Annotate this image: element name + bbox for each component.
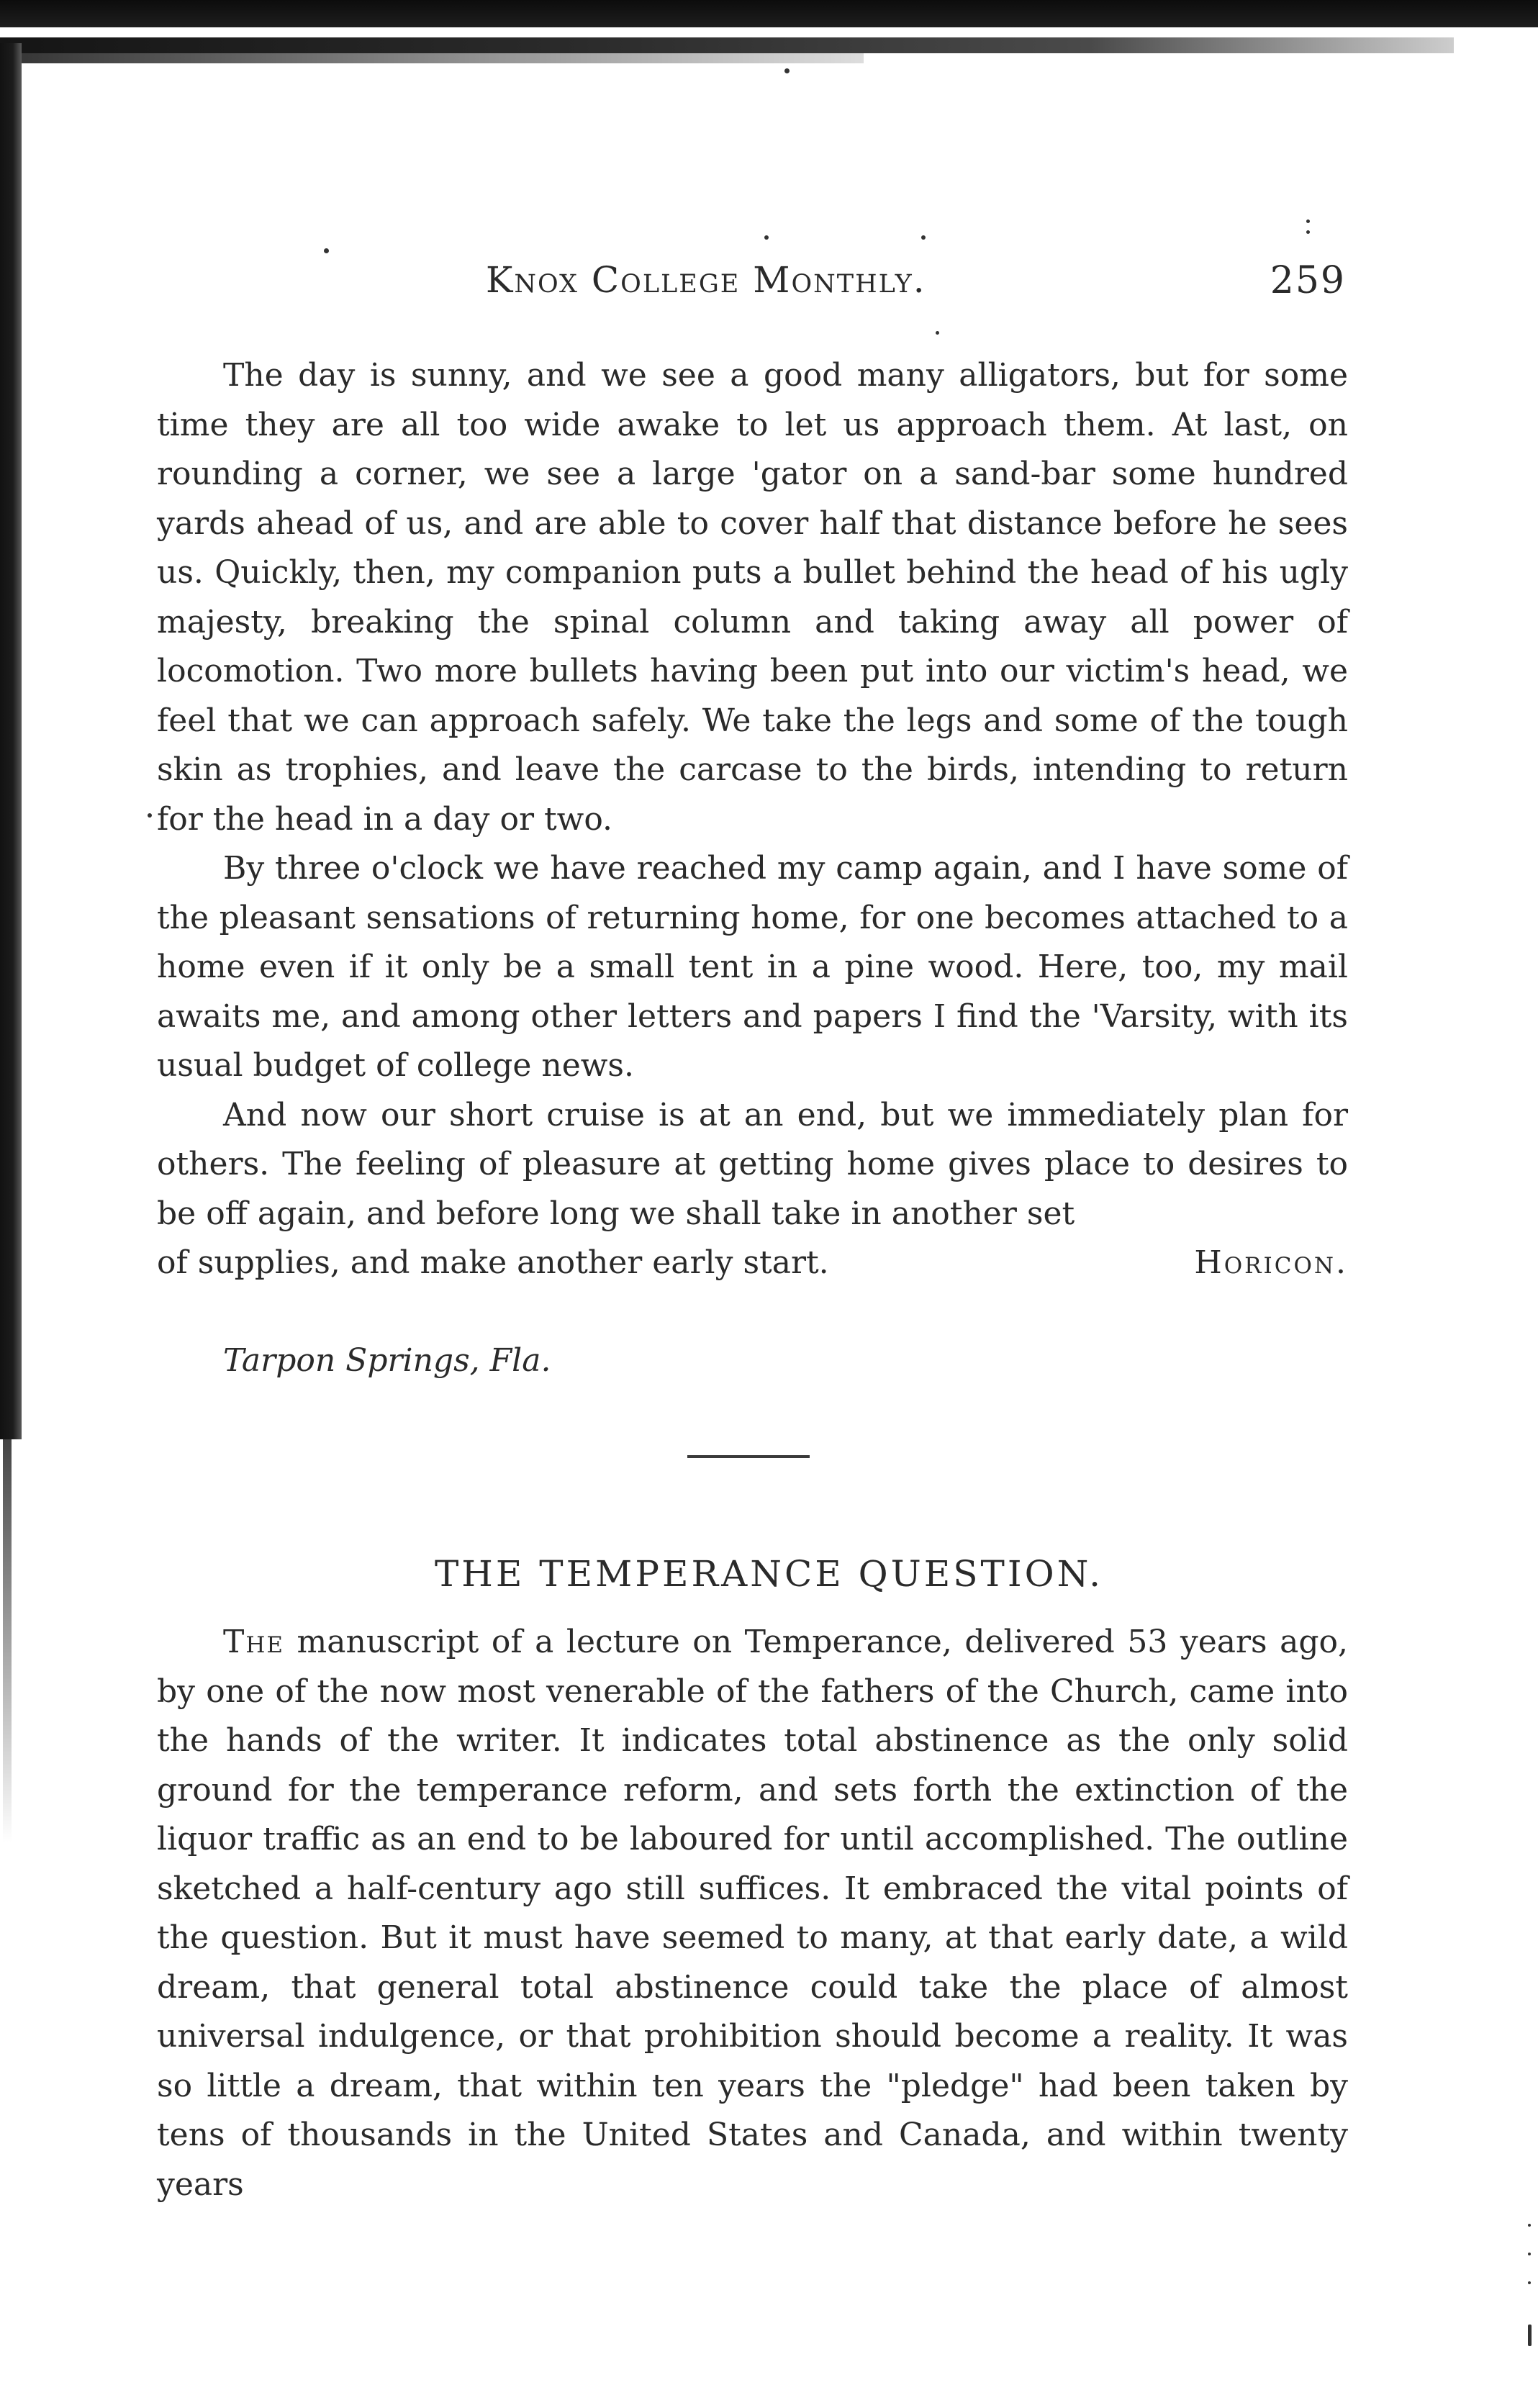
- closing-line: [157, 1239, 1348, 1288]
- scan-speck: [921, 235, 926, 240]
- author-signature: Horicon.: [1194, 1244, 1348, 1281]
- closing-text: of supplies, and make another early start.: [157, 1244, 829, 1281]
- scan-speck: [1306, 230, 1310, 234]
- article-title: THE TEMPERANCE QUESTION.: [434, 1553, 1104, 1595]
- article-temperance: [157, 1618, 1348, 2209]
- opening-word: The: [223, 1624, 285, 1660]
- scan-speck: [1306, 219, 1310, 223]
- scan-speck: [764, 235, 769, 240]
- scan-top-gap: [0, 27, 1538, 37]
- paragraph: By three o'clock we have reached my camp again, and I have some of the pleasant sensations of returning home, for one becomes attached to a home even if it only be a small tent in a pine wood. Here, too, my mail awaits me, and among other letters and papers I find the 'Varsity, with its usual budget of college news.: [157, 850, 1348, 1084]
- paragraph-text: manuscript of a lecture on Temperance, delivered 53 years ago, by one of the now most venerable of the fathers of the Church, came into the hands of the writer. It indicates total abstinence as the only solid ground for the temperance reform, and sets forth the extinction of the liquor traffic as an end to be laboured for until accomplished. The outline sketched a half-century ago still suffices. It embraced the vital points of the question. But it must have seemed to many, at that early date, a wild dream, that general total abstinence could take the place of almost universal indulgence, or that prohibition should become a reality. It was so little a dream, that within ten years the "pledge" had been taken by tens of thousands in the United States and Canada, and within twenty years: [157, 1624, 1348, 2203]
- paragraph: [157, 1618, 1348, 2209]
- scan-left-edge: [0, 43, 22, 1439]
- scan-top-shadow: [0, 37, 1454, 53]
- scan-speck: [784, 68, 790, 73]
- scan-speck: [148, 813, 152, 818]
- paragraph: And now our short cruise is at an end, but we immediately plan for others. The feeling of pleasure at getting home gives place to desires to be off again, and before long we shall take in another set: [157, 1096, 1348, 1232]
- running-title: Knox College Monthly.: [486, 259, 926, 301]
- scan-speck: [936, 331, 939, 335]
- scan-speck: [1528, 2325, 1532, 2346]
- page-header: [0, 259, 1538, 317]
- scan-top-edge: [0, 0, 1538, 27]
- scan-speck: [1528, 2281, 1531, 2284]
- section-divider: [687, 1455, 810, 1458]
- paragraph: The day is sunny, and we see a good many alligators, but for some time they are all too wide awake to let us approach them. At last, on rounding a corner, we see a large 'gator on a sand-bar some hundred yards ahead of us, and are able to cover half that distance before he sees us. Quickly, then, my companion puts a bullet behind the head of his ugly majesty, breaking the spinal column and taking away all power of locomotion. Two more bullets having been put into our victim's head, we feel that we can approach safely. We take the legs and some of the tough skin as trophies, and leave the carcase to the birds, intending to return for the head in a day or two.: [157, 357, 1348, 838]
- dateline-place: Tarpon Springs, Fla.: [223, 1342, 551, 1379]
- scan-speck: [324, 248, 329, 253]
- scan-speck: [1528, 2253, 1531, 2255]
- scan-top-shadow-tail: [0, 53, 864, 63]
- scan-speck: [1528, 2224, 1531, 2227]
- scan-left-edge-fade: [3, 1439, 12, 1842]
- article-alligator-hunt: [157, 351, 1348, 1288]
- page-number: 259: [1270, 259, 1346, 302]
